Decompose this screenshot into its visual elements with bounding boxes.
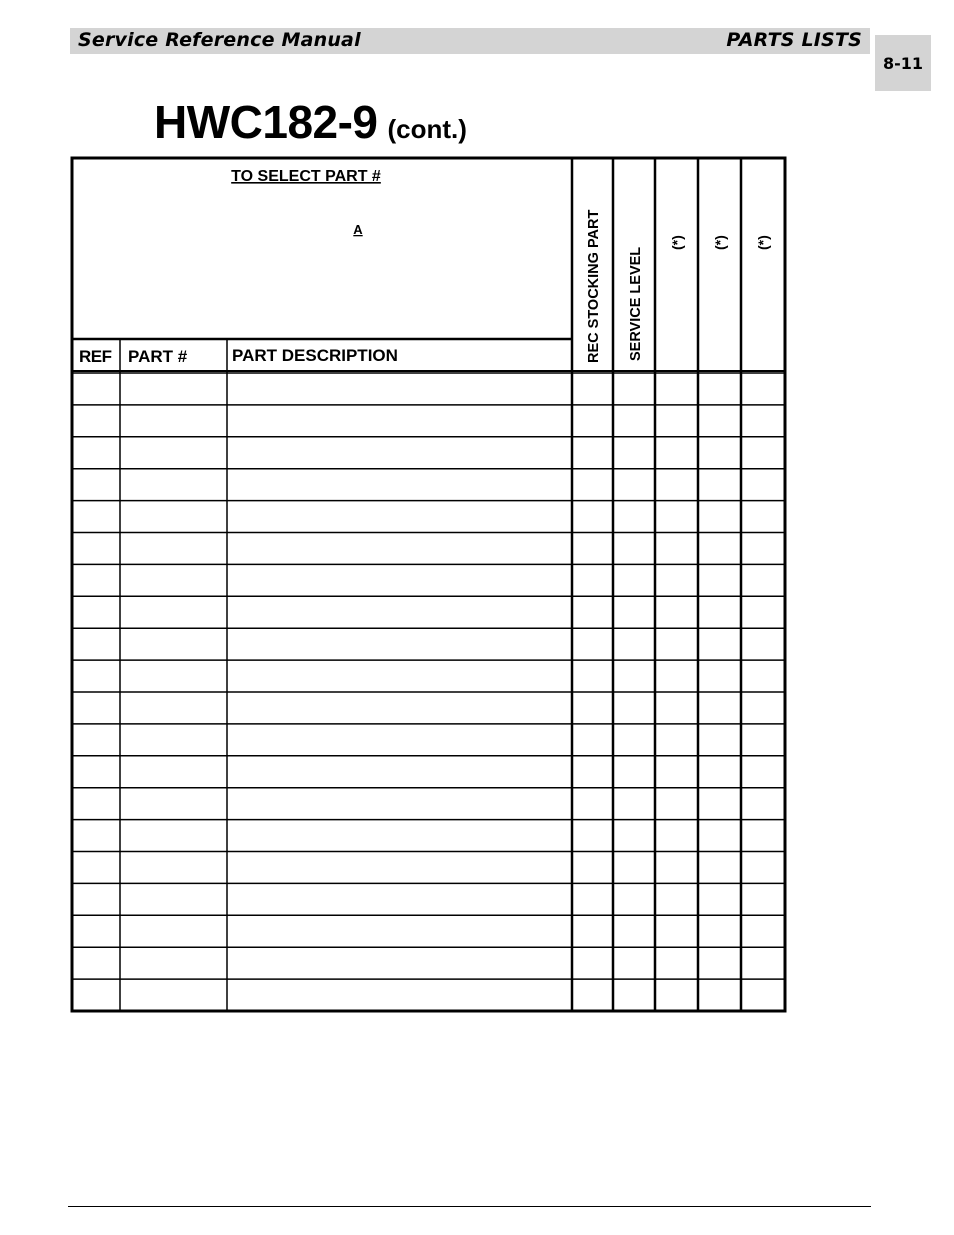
section-title: PARTS LISTS	[726, 29, 862, 51]
column-header-ref: REF	[79, 347, 112, 366]
column-header-part: PART #	[128, 347, 188, 366]
column-header-option-3: (*)	[755, 235, 771, 250]
page-number-tab: 8-11	[875, 35, 931, 91]
select-column-a: A	[353, 222, 363, 237]
column-header-description: PART DESCRIPTION	[232, 346, 398, 365]
select-part-label: TO SELECT PART #	[231, 168, 381, 185]
manual-title: Service Reference Manual	[78, 29, 361, 51]
footer-rule	[68, 1206, 871, 1207]
column-header-rec-stocking: REC STOCKING PART	[586, 209, 602, 363]
column-header-option-2: (*)	[712, 235, 728, 250]
table-grid	[72, 158, 785, 1011]
model-number: HWC182-9	[154, 96, 378, 148]
column-header-service-level: SERVICE LEVEL	[628, 246, 644, 361]
column-header-option-1: (*)	[669, 235, 685, 250]
title-continued: (cont.)	[387, 114, 467, 144]
